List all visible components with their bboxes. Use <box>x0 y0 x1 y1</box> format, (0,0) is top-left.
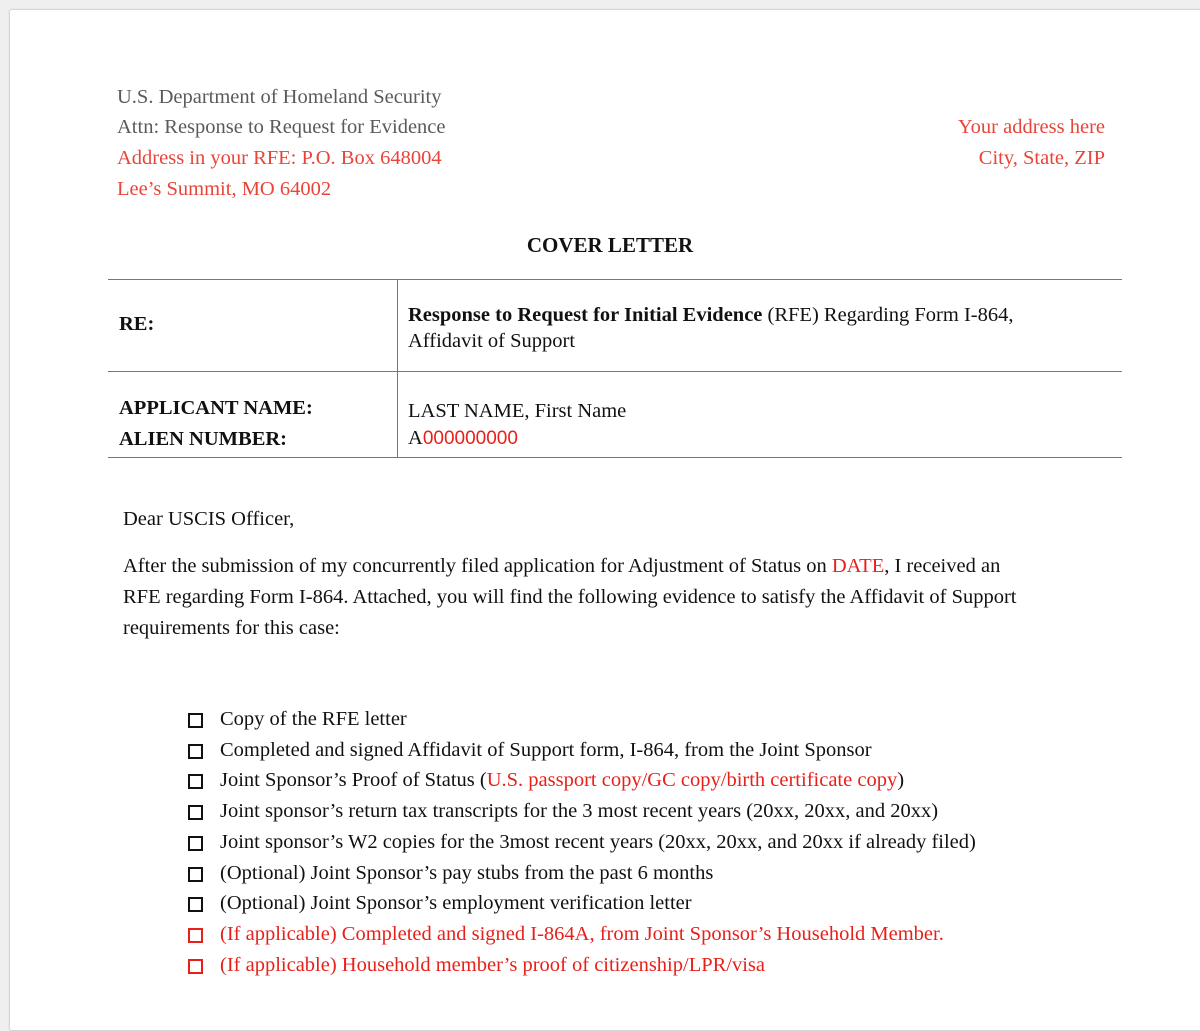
recipient-line-4: Lee’s Summit, MO 64002 <box>117 178 332 200</box>
salutation: Dear USCIS Officer, <box>123 508 295 530</box>
sender-city-state-zip: City, State, ZIP <box>978 147 1105 169</box>
applicant-name-label: APPLICANT NAME: <box>119 397 313 419</box>
checklist-item <box>186 704 1086 735</box>
alien-number-digits: 000000000 <box>422 428 518 449</box>
table-bottom-rule <box>108 457 1122 458</box>
recipient-line-3: Address in your RFE: P.O. Box 648004 <box>117 147 442 169</box>
alien-number-prefix: A <box>408 427 423 449</box>
checklist-item <box>186 796 1086 827</box>
checkbox-icon[interactable] <box>188 897 203 912</box>
re-subject-line-1 <box>408 304 1014 327</box>
checklist-item-text: (Optional) Joint Sponsor’s pay stubs from the past 6 months <box>220 861 714 884</box>
checklist-item-text: Joint sponsor’s W2 copies for the 3most recent years (20xx, 20xx, and 20xx if already filed) <box>220 830 976 853</box>
checkbox-icon[interactable] <box>188 836 203 851</box>
body-paragraph <box>123 551 1033 644</box>
body-paragraph-part2: , I received an RFE regarding Form I-864. Attached, you will find the following evidence to satisfy the Affidavit of Support requirements for this case: <box>123 555 1017 639</box>
checkbox-icon[interactable] <box>188 867 203 882</box>
sender-address: Your address here <box>957 116 1105 138</box>
table-top-rule <box>108 279 1122 280</box>
checklist-item-text: (If applicable) Completed and signed I-864A, from Joint Sponsor’s Household Member. <box>220 922 944 945</box>
checklist-item <box>186 735 1086 766</box>
checklist-item-text: Copy of the RFE letter <box>220 708 407 730</box>
alien-number-value <box>408 427 518 450</box>
checkbox-icon[interactable] <box>188 744 203 759</box>
checklist-item-highlight: U.S. passport copy/GC copy/birth certificate copy <box>486 769 898 792</box>
checklist-item-text: (If applicable) Household member’s proof of citizenship/LPR/visa <box>220 953 766 976</box>
table-column-divider <box>397 280 398 457</box>
checklist-item-suffix: ) <box>897 769 905 792</box>
page-title: COVER LETTER <box>526 233 694 257</box>
checklist-item <box>186 827 1050 858</box>
checkbox-icon[interactable] <box>188 805 203 820</box>
document-page <box>9 9 1200 1031</box>
checklist-item <box>186 858 1086 889</box>
checklist-item <box>186 765 1086 796</box>
alien-number-label: ALIEN NUMBER: <box>119 428 287 450</box>
checklist-item <box>186 950 1086 981</box>
re-subject-rest: (RFE) Regarding Form I-864, <box>762 304 1014 326</box>
checklist-item <box>186 919 1086 950</box>
checklist-item-text: Joint sponsor’s return tax transcripts for the 3 most recent years (20xx, 20xx, and 20xx) <box>220 800 939 823</box>
evidence-checklist <box>186 704 1086 980</box>
re-label: RE: <box>119 313 155 335</box>
re-subject-bold: Response to Request for Initial Evidence <box>408 304 763 326</box>
checkbox-icon[interactable] <box>188 928 203 943</box>
checkbox-icon[interactable] <box>188 713 203 728</box>
checklist-item <box>186 888 1086 919</box>
recipient-line-1: U.S. Department of Homeland Security <box>117 86 442 108</box>
table-middle-rule <box>108 371 1122 372</box>
date-placeholder: DATE <box>831 555 885 577</box>
checklist-item-text: (Optional) Joint Sponsor’s employment verification letter <box>220 892 692 915</box>
checklist-item-text: Completed and signed Affidavit of Support form, I-864, from the Joint Sponsor <box>220 738 872 761</box>
checkbox-icon[interactable] <box>188 774 203 789</box>
checklist-item-text: Joint Sponsor’s Proof of Status ( <box>220 769 487 792</box>
recipient-line-2: Attn: Response to Request for Evidence <box>117 116 446 138</box>
body-paragraph-part1: After the submission of my concurrently filed application for Adjustment of Status on <box>123 555 832 577</box>
re-subject-line-2: Affidavit of Support <box>408 330 576 352</box>
applicant-name-value: LAST NAME, First Name <box>408 400 627 422</box>
checkbox-icon[interactable] <box>188 959 203 974</box>
